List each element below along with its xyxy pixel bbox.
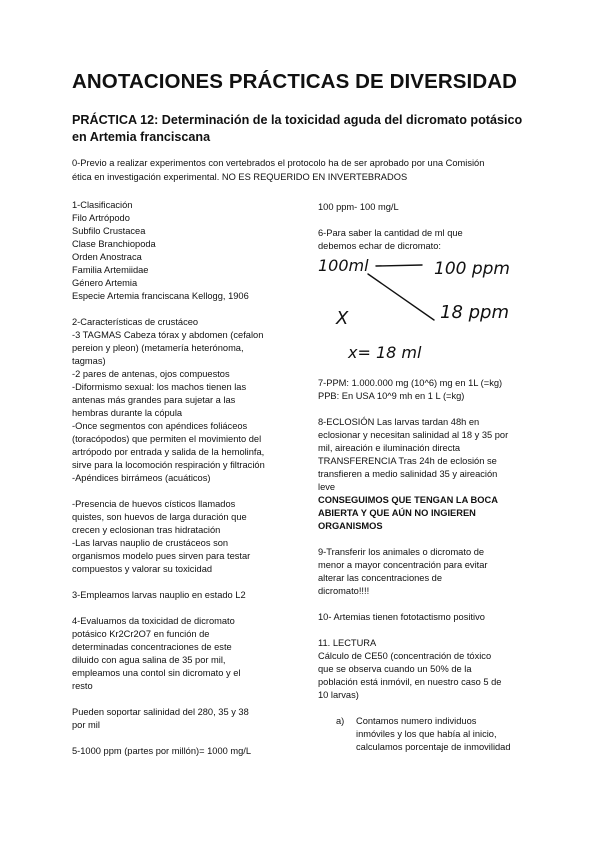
list-marker: a)	[336, 716, 345, 726]
document-title: ANOTACIONES PRÁCTICAS DE DIVERSIDAD	[72, 70, 518, 93]
order-line: Orden Anostraca	[72, 252, 142, 262]
handwritten-dash	[376, 265, 422, 266]
text-line: artrópodo por entrada y salida de la hemolinfa,	[72, 447, 265, 457]
text-line: que se observa cuando un 50% de la	[318, 664, 472, 674]
text-line: eclosionar y necesitan salinidad al 18 y 35 por	[318, 430, 509, 440]
subphylum-line: Subfilo Crustacea	[72, 226, 146, 236]
text-line: sirve para la locomoción respiración y filtración	[72, 460, 265, 470]
text-line: calculamos porcentaje de inmovilidad	[356, 742, 511, 752]
classification-block	[72, 199, 292, 303]
text-line: población está inmóvil, en nuestro caso 5 de	[318, 677, 502, 687]
practice-subtitle: PRÁCTICA 12: Determinación de la toxicidad aguda del dicromato potásico en Artemia franciscana	[72, 113, 523, 144]
text-line: (toracópodos) que permiten el movimiento del	[72, 434, 262, 444]
handwritten-100ml: 100ml	[318, 256, 369, 275]
text-line: resto	[72, 681, 93, 691]
intro-note	[72, 157, 542, 184]
text-line: menor a mayor concentración para evitar	[318, 560, 488, 570]
handwritten-100ppm: 100 ppm	[434, 259, 510, 279]
cysts-block	[72, 498, 292, 576]
item-10: 10- Artemias tienen fototactismo positivo	[318, 612, 485, 622]
characteristics-block	[72, 316, 292, 485]
genus-line: Género Artemia	[72, 278, 138, 288]
text-line: quistes, son huevos de larga duración que	[72, 512, 247, 522]
item-9-block	[318, 546, 528, 598]
text-line: potásico Kr2Cr2O7 en función de	[72, 629, 210, 639]
text-line: -Apéndices birrámeos (acuáticos)	[72, 473, 211, 483]
text-line: Cálculo de CE50 (concentración de tóxico	[318, 651, 492, 661]
handwritten-rule-of-three	[316, 252, 526, 364]
family-line: Familia Artemiidae	[72, 265, 149, 275]
salinity-block	[72, 706, 292, 732]
text-line: hembras durante la cópula	[72, 408, 183, 418]
text-line: 6-Para saber la cantidad de ml que	[318, 228, 463, 238]
text-line: inmóviles y los que había al inicio,	[356, 729, 497, 739]
text-line: -3 TAGMAS Cabeza tórax y abdomen (cefalon	[72, 330, 264, 340]
text-line: PPB: En USA 10^9 mh en 1 L (=kg)	[318, 391, 465, 401]
text-line: leve	[318, 482, 336, 492]
text-line: 9-Transferir los animales o dicromato de	[318, 547, 485, 557]
text-line: 11. LECTURA	[318, 638, 377, 648]
list-item-text	[356, 715, 511, 754]
text-line: 8-ECLOSIÓN Las larvas tardan 48h en	[318, 417, 480, 427]
text-line: debemos echar de dicromato:	[318, 241, 441, 251]
item-11-block	[318, 637, 528, 702]
item-7-block	[318, 377, 528, 403]
handwritten-result: x= 18 ml	[348, 343, 422, 362]
item-8-block	[318, 416, 528, 533]
text-line: antenas más grandes para sujetar a las	[72, 395, 236, 405]
handwritten-18ppm: 18 ppm	[440, 302, 510, 323]
text-line: pereion y pleon) (metamería heterónoma,	[72, 343, 244, 353]
text-line: 7-PPM: 1.000.000 mg (10^6) mg en 1L (=kg)	[318, 378, 503, 388]
text-line: -Presencia de huevos císticos llamados	[72, 499, 236, 509]
intro-line: 0-Previo a realizar experimentos con vertebrados el protocolo ha de ser aprobado por una Comisión	[72, 158, 485, 168]
text-line: -Las larvas nauplio de crustáceos son	[72, 538, 229, 548]
item-4-block	[72, 615, 292, 693]
list-item-a	[336, 715, 528, 754]
text-line: dicromato!!!!	[318, 586, 370, 596]
text-line: TRANSFERENCIA Tras 24h de eclosión se	[318, 456, 497, 466]
intro-line: ética en investigación experimental. NO ES REQUERIDO EN INVERTEBRADOS	[72, 171, 408, 182]
ppm-equivalence: 100 ppm- 100 mg/L	[318, 202, 399, 212]
left-column	[72, 199, 292, 758]
text-line: alterar las concentraciones de	[318, 573, 443, 583]
item-5: 5-1000 ppm (partes por millón)= 1000 mg/L	[72, 746, 252, 756]
handwritten-diagonal	[368, 274, 434, 320]
handwritten-x: X	[336, 308, 349, 329]
text-line: diluido con agua salina de 35 por mil,	[72, 655, 226, 665]
text-line: crecen y eclosionan tras hidratación	[72, 525, 221, 535]
species-line: Especie Artemia franciscana Kellogg, 1906	[72, 291, 249, 301]
text-line: 2-Características de crustáceo	[72, 317, 199, 327]
text-line: ORGANISMOS	[318, 521, 383, 531]
item-3: 3-Empleamos larvas nauplio en estado L2	[72, 590, 246, 600]
text-line: -Diformismo sexual: los machos tienen las	[72, 382, 247, 392]
classification-heading: 1-Clasificación	[72, 200, 133, 210]
class-line: Clase Branchiopoda	[72, 239, 156, 249]
text-line: empleamos una contol sin dicromato y el	[72, 668, 241, 678]
phylum-line: Filo Artrópodo	[72, 213, 130, 223]
text-line: -Once segmentos con apéndices foliáceos	[72, 421, 248, 431]
text-line: 4-Evaluamos da toxicidad de dicromato	[72, 616, 235, 626]
text-line: organismos modelo pues sirven para testar	[72, 551, 251, 561]
text-line: determinadas concentraciones de este	[72, 642, 232, 652]
text-line: transfieren a medio salinidad 35 y aireación	[318, 469, 498, 479]
text-line: tagmas)	[72, 356, 106, 366]
text-line: Contamos numero individuos	[356, 716, 477, 726]
text-line: por mil	[72, 720, 100, 730]
text-line: 10 larvas)	[318, 690, 359, 700]
text-line: CONSEGUIMOS QUE TENGAN LA BOCA	[318, 495, 498, 505]
text-line: -2 pares de antenas, ojos compuestos	[72, 369, 230, 379]
text-line: Pueden soportar salinidad del 280, 35 y 38	[72, 707, 249, 717]
text-line: mil, aireación e iluminación directa	[318, 443, 461, 453]
text-line: compuestos y valorar su toxicidad	[72, 564, 213, 574]
text-line: ABIERTA Y QUE AÚN NO INGIEREN	[318, 508, 476, 518]
